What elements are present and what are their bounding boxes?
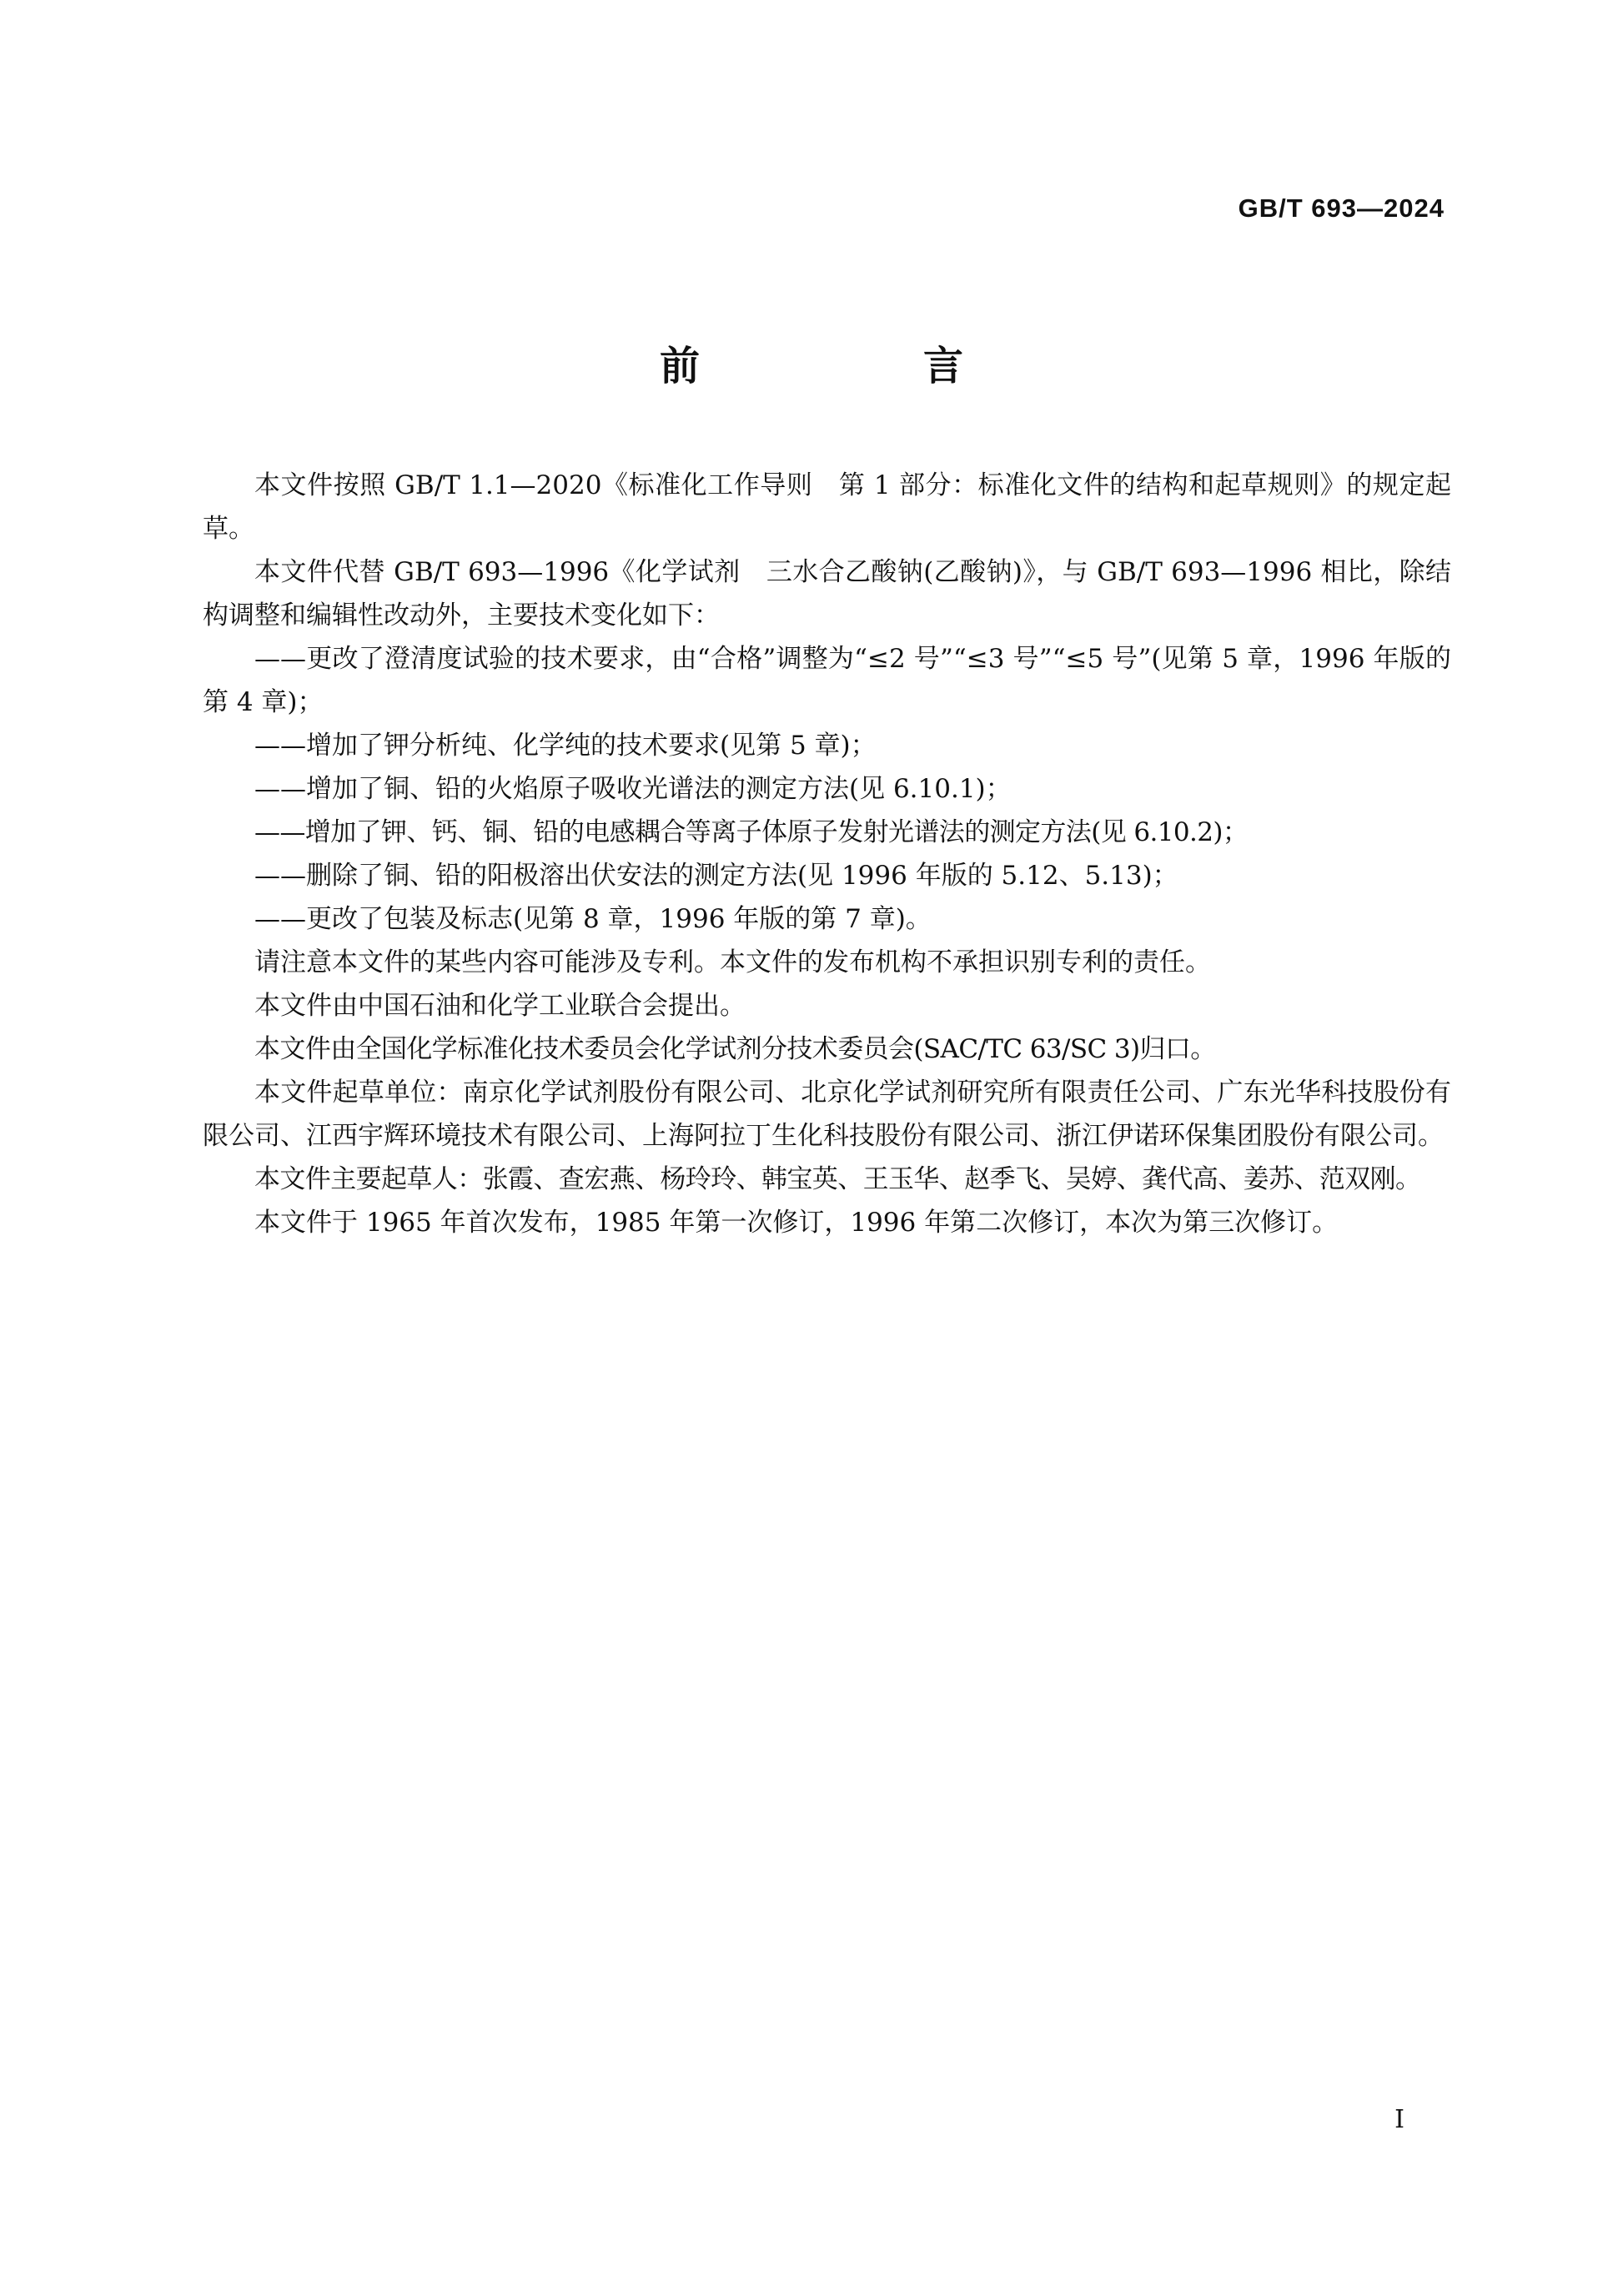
change-item-deleted-method: ——删除了铜、铅的阳极溶出伏安法的测定方法(见 1996 年版的 5.12、5.13)；: [254, 861, 1178, 891]
change-item-clarity: ——更改了澄清度试验的技术要求，由“合格”调整为“≤2 号”“≤3 号”“≤5 号”(见第 5 章，1996 年版的第 4 章)；: [203, 644, 1451, 717]
paragraph-replaces: 本文件代替 GB/T 693—1996《化学试剂 三水合乙酸钠(乙酸钠)》，与 GB/T 693—1996 相比，除结构调整和编辑性改动外，主要技术变化如下：: [203, 557, 1451, 631]
change-item-icp-aes: ——增加了钾、钙、铜、铅的电感耦合等离子体原子发射光谱法的测定方法(见 6.10.2)；: [254, 817, 1249, 847]
paragraph-drafting-units: 本文件起草单位：南京化学试剂股份有限公司、北京化学试剂研究所有限责任公司、广东光华科技股份有限公司、江西宇辉环境技术有限公司、上海阿拉丁生化科技股份有限公司、浙江伊诺环保集团股份有限公司。: [203, 1078, 1451, 1151]
paragraph-patent-notice: 请注意本文件的某些内容可能涉及专利。本文件的发布机构不承担识别专利的责任。: [254, 947, 1211, 977]
paragraph-drafting-rules: 本文件按照 GB/T 1.1—2020《标准化工作导则 第 1 部分：标准化文件的结构和起草规则》的规定起草。: [203, 470, 1451, 544]
page-number: I: [1394, 2105, 1404, 2134]
change-item-flame-aas: ——增加了铜、铅的火焰原子吸收光谱法的测定方法(见 6.10.1)；: [254, 774, 1012, 804]
change-item-potassium: ——增加了钾分析纯、化学纯的技术要求(见第 5 章)；: [254, 731, 877, 761]
paragraph-proposed-by: 本文件由中国石油和化学工业联合会提出。: [254, 991, 746, 1021]
standard-code: GB/T 693—2024: [1238, 193, 1445, 223]
paragraph-history: 本文件于 1965 年首次发布，1985 年第一次修订，1996 年第二次修订，本次为第三次修订。: [254, 1208, 1339, 1238]
paragraph-under-jurisdiction: 本文件由全国化学标准化技术委员会化学试剂分技术委员会(SAC/TC 63/SC 3)归口。: [254, 1034, 1216, 1064]
paragraph-drafters: 本文件主要起草人：张霞、查宏燕、杨玲玲、韩宝英、王玉华、赵季飞、吴婷、龚代高、姜苏、范双刚。: [254, 1164, 1421, 1194]
page-title: 前 言: [659, 343, 1055, 389]
preface-body: [203, 464, 1451, 1244]
change-item-packaging: ——更改了包装及标志(见第 8 章，1996 年版的第 7 章)。: [254, 904, 932, 934]
